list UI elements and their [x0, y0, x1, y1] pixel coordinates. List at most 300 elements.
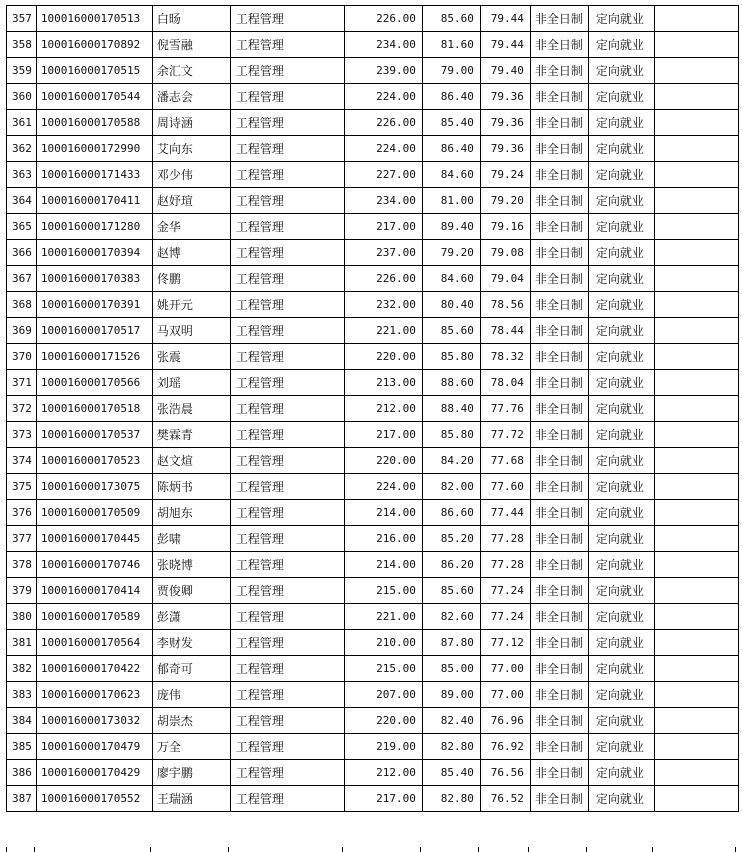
initial-score-cell: 215.00: [344, 578, 422, 604]
study-mode-cell: 非全日制: [530, 32, 588, 58]
name-cell: 万全: [152, 734, 230, 760]
study-mode-cell: 非全日制: [530, 526, 588, 552]
note-cell: [654, 136, 738, 162]
major-cell: 工程管理: [230, 422, 344, 448]
study-mode-cell: 非全日制: [530, 552, 588, 578]
major-cell: 工程管理: [230, 188, 344, 214]
study-mode-cell: 非全日制: [530, 318, 588, 344]
seq-cell: 374: [7, 448, 37, 474]
note-cell: [654, 708, 738, 734]
name-cell: 陈炳书: [152, 474, 230, 500]
retest-score-cell: 82.80: [422, 786, 480, 812]
final-score-cell: 77.24: [480, 578, 530, 604]
name-cell: 彭潇: [152, 604, 230, 630]
study-mode-cell: 非全日制: [530, 266, 588, 292]
retest-score-cell: 82.40: [422, 708, 480, 734]
table-row: [7, 760, 739, 786]
final-score-cell: 77.28: [480, 526, 530, 552]
final-score-cell: 78.32: [480, 344, 530, 370]
table-row: [7, 32, 739, 58]
retest-score-cell: 81.00: [422, 188, 480, 214]
exam-id-cell: 100016000171280: [36, 214, 152, 240]
retest-score-cell: 80.40: [422, 292, 480, 318]
seq-cell: 363: [7, 162, 37, 188]
table-row: [7, 136, 739, 162]
name-cell: 马双明: [152, 318, 230, 344]
retest-score-cell: 85.60: [422, 6, 480, 32]
plan-type-cell: 定向就业: [588, 188, 654, 214]
final-score-cell: 77.68: [480, 448, 530, 474]
note-cell: [654, 682, 738, 708]
study-mode-cell: 非全日制: [530, 6, 588, 32]
exam-id-cell: 100016000170588: [36, 110, 152, 136]
plan-type-cell: 定向就业: [588, 292, 654, 318]
initial-score-cell: 220.00: [344, 448, 422, 474]
table-row: [7, 604, 739, 630]
initial-score-cell: 215.00: [344, 656, 422, 682]
table-row: [7, 656, 739, 682]
initial-score-cell: 234.00: [344, 32, 422, 58]
note-cell: [654, 500, 738, 526]
final-score-cell: 77.28: [480, 552, 530, 578]
exam-id-cell: 100016000170391: [36, 292, 152, 318]
note-cell: [654, 448, 738, 474]
table-row: [7, 240, 739, 266]
seq-cell: 362: [7, 136, 37, 162]
exam-id-cell: 100016000173032: [36, 708, 152, 734]
seq-cell: 383: [7, 682, 37, 708]
table-row: [7, 188, 739, 214]
name-cell: 胡旭东: [152, 500, 230, 526]
major-cell: 工程管理: [230, 604, 344, 630]
initial-score-cell: 226.00: [344, 6, 422, 32]
final-score-cell: 78.56: [480, 292, 530, 318]
admission-table: [6, 5, 739, 812]
final-score-cell: 77.72: [480, 422, 530, 448]
seq-cell: 372: [7, 396, 37, 422]
major-cell: 工程管理: [230, 500, 344, 526]
initial-score-cell: 221.00: [344, 318, 422, 344]
plan-type-cell: 定向就业: [588, 656, 654, 682]
exam-id-cell: 100016000170523: [36, 448, 152, 474]
study-mode-cell: 非全日制: [530, 136, 588, 162]
major-cell: 工程管理: [230, 370, 344, 396]
table-row: [7, 214, 739, 240]
table-row: [7, 370, 739, 396]
final-score-cell: 77.00: [480, 682, 530, 708]
note-cell: [654, 630, 738, 656]
major-cell: 工程管理: [230, 630, 344, 656]
seq-cell: 357: [7, 6, 37, 32]
note-cell: [654, 32, 738, 58]
exam-id-cell: 100016000170623: [36, 682, 152, 708]
initial-score-cell: 217.00: [344, 786, 422, 812]
seq-cell: 381: [7, 630, 37, 656]
note-cell: [654, 84, 738, 110]
final-score-cell: 78.04: [480, 370, 530, 396]
plan-type-cell: 定向就业: [588, 266, 654, 292]
seq-cell: 368: [7, 292, 37, 318]
initial-score-cell: 207.00: [344, 682, 422, 708]
retest-score-cell: 82.00: [422, 474, 480, 500]
note-cell: [654, 734, 738, 760]
final-score-cell: 76.52: [480, 786, 530, 812]
study-mode-cell: 非全日制: [530, 578, 588, 604]
final-score-cell: 79.36: [480, 84, 530, 110]
final-score-cell: 77.12: [480, 630, 530, 656]
seq-cell: 382: [7, 656, 37, 682]
name-cell: 白旸: [152, 6, 230, 32]
seq-cell: 375: [7, 474, 37, 500]
major-cell: 工程管理: [230, 110, 344, 136]
major-cell: 工程管理: [230, 318, 344, 344]
retest-score-cell: 85.00: [422, 656, 480, 682]
plan-type-cell: 定向就业: [588, 32, 654, 58]
note-cell: [654, 552, 738, 578]
name-cell: 周诗涵: [152, 110, 230, 136]
final-score-cell: 77.60: [480, 474, 530, 500]
initial-score-cell: 213.00: [344, 370, 422, 396]
study-mode-cell: 非全日制: [530, 344, 588, 370]
note-cell: [654, 370, 738, 396]
exam-id-cell: 100016000170445: [36, 526, 152, 552]
exam-id-cell: 100016000170537: [36, 422, 152, 448]
table-row: [7, 682, 739, 708]
table-row: [7, 500, 739, 526]
initial-score-cell: 217.00: [344, 422, 422, 448]
note-cell: [654, 786, 738, 812]
exam-id-cell: 100016000171526: [36, 344, 152, 370]
table-row: [7, 448, 739, 474]
initial-score-cell: 224.00: [344, 136, 422, 162]
plan-type-cell: 定向就业: [588, 708, 654, 734]
retest-score-cell: 81.60: [422, 32, 480, 58]
exam-id-cell: 100016000171433: [36, 162, 152, 188]
seq-cell: 359: [7, 58, 37, 84]
retest-score-cell: 79.20: [422, 240, 480, 266]
note-cell: [654, 58, 738, 84]
plan-type-cell: 定向就业: [588, 552, 654, 578]
retest-score-cell: 82.60: [422, 604, 480, 630]
study-mode-cell: 非全日制: [530, 500, 588, 526]
exam-id-cell: 100016000172990: [36, 136, 152, 162]
initial-score-cell: 210.00: [344, 630, 422, 656]
seq-cell: 373: [7, 422, 37, 448]
retest-score-cell: 79.00: [422, 58, 480, 84]
note-cell: [654, 6, 738, 32]
table-row: [7, 552, 739, 578]
table-row: [7, 708, 739, 734]
plan-type-cell: 定向就业: [588, 500, 654, 526]
note-cell: [654, 474, 738, 500]
name-cell: 彭啸: [152, 526, 230, 552]
major-cell: 工程管理: [230, 656, 344, 682]
final-score-cell: 76.56: [480, 760, 530, 786]
final-score-cell: 76.96: [480, 708, 530, 734]
study-mode-cell: 非全日制: [530, 396, 588, 422]
plan-type-cell: 定向就业: [588, 214, 654, 240]
note-cell: [654, 266, 738, 292]
plan-type-cell: 定向就业: [588, 682, 654, 708]
final-score-cell: 79.40: [480, 58, 530, 84]
major-cell: 工程管理: [230, 344, 344, 370]
exam-id-cell: 100016000170414: [36, 578, 152, 604]
final-score-cell: 79.36: [480, 136, 530, 162]
plan-type-cell: 定向就业: [588, 396, 654, 422]
note-cell: [654, 760, 738, 786]
name-cell: 潘志会: [152, 84, 230, 110]
retest-score-cell: 89.40: [422, 214, 480, 240]
study-mode-cell: 非全日制: [530, 734, 588, 760]
exam-id-cell: 100016000170518: [36, 396, 152, 422]
plan-type-cell: 定向就业: [588, 630, 654, 656]
exam-id-cell: 100016000170892: [36, 32, 152, 58]
study-mode-cell: 非全日制: [530, 708, 588, 734]
plan-type-cell: 定向就业: [588, 370, 654, 396]
major-cell: 工程管理: [230, 474, 344, 500]
table-row: [7, 84, 739, 110]
initial-score-cell: 237.00: [344, 240, 422, 266]
initial-score-cell: 212.00: [344, 396, 422, 422]
exam-id-cell: 100016000170552: [36, 786, 152, 812]
plan-type-cell: 定向就业: [588, 58, 654, 84]
plan-type-cell: 定向就业: [588, 448, 654, 474]
initial-score-cell: 220.00: [344, 708, 422, 734]
note-cell: [654, 344, 738, 370]
study-mode-cell: 非全日制: [530, 162, 588, 188]
initial-score-cell: 226.00: [344, 266, 422, 292]
exam-id-cell: 100016000170509: [36, 500, 152, 526]
study-mode-cell: 非全日制: [530, 656, 588, 682]
seq-cell: 369: [7, 318, 37, 344]
major-cell: 工程管理: [230, 84, 344, 110]
final-score-cell: 78.44: [480, 318, 530, 344]
exam-id-cell: 100016000173075: [36, 474, 152, 500]
major-cell: 工程管理: [230, 682, 344, 708]
seq-cell: 377: [7, 526, 37, 552]
exam-id-cell: 100016000170517: [36, 318, 152, 344]
major-cell: 工程管理: [230, 708, 344, 734]
plan-type-cell: 定向就业: [588, 786, 654, 812]
retest-score-cell: 85.20: [422, 526, 480, 552]
plan-type-cell: 定向就业: [588, 110, 654, 136]
exam-id-cell: 100016000170589: [36, 604, 152, 630]
table-row: [7, 578, 739, 604]
final-score-cell: 79.20: [480, 188, 530, 214]
exam-id-cell: 100016000170479: [36, 734, 152, 760]
name-cell: 李财发: [152, 630, 230, 656]
final-score-cell: 79.44: [480, 32, 530, 58]
retest-score-cell: 85.40: [422, 760, 480, 786]
study-mode-cell: 非全日制: [530, 188, 588, 214]
name-cell: 倪雪融: [152, 32, 230, 58]
name-cell: 余汇文: [152, 58, 230, 84]
note-cell: [654, 396, 738, 422]
note-cell: [654, 422, 738, 448]
seq-cell: 380: [7, 604, 37, 630]
table-row: [7, 396, 739, 422]
seq-cell: 366: [7, 240, 37, 266]
major-cell: 工程管理: [230, 162, 344, 188]
table-row: [7, 474, 739, 500]
table-row: [7, 422, 739, 448]
name-cell: 张震: [152, 344, 230, 370]
final-score-cell: 77.44: [480, 500, 530, 526]
plan-type-cell: 定向就业: [588, 422, 654, 448]
note-cell: [654, 214, 738, 240]
retest-score-cell: 85.80: [422, 344, 480, 370]
initial-score-cell: 226.00: [344, 110, 422, 136]
table-row: [7, 344, 739, 370]
table-row: [7, 162, 739, 188]
retest-score-cell: 85.60: [422, 578, 480, 604]
exam-id-cell: 100016000170566: [36, 370, 152, 396]
plan-type-cell: 定向就业: [588, 6, 654, 32]
initial-score-cell: 214.00: [344, 552, 422, 578]
final-score-cell: 77.00: [480, 656, 530, 682]
initial-score-cell: 212.00: [344, 760, 422, 786]
study-mode-cell: 非全日制: [530, 84, 588, 110]
table-row: [7, 734, 739, 760]
note-cell: [654, 292, 738, 318]
seq-cell: 361: [7, 110, 37, 136]
seq-cell: 358: [7, 32, 37, 58]
study-mode-cell: 非全日制: [530, 58, 588, 84]
table-row: [7, 318, 739, 344]
exam-id-cell: 100016000170394: [36, 240, 152, 266]
retest-score-cell: 86.60: [422, 500, 480, 526]
plan-type-cell: 定向就业: [588, 526, 654, 552]
exam-id-cell: 100016000170411: [36, 188, 152, 214]
note-cell: [654, 604, 738, 630]
major-cell: 工程管理: [230, 266, 344, 292]
initial-score-cell: 224.00: [344, 474, 422, 500]
table-continuation: [6, 847, 736, 852]
table-row: [7, 292, 739, 318]
table-body: [7, 6, 739, 812]
name-cell: 贾俊卿: [152, 578, 230, 604]
note-cell: [654, 188, 738, 214]
exam-id-cell: 100016000170746: [36, 552, 152, 578]
final-score-cell: 79.16: [480, 214, 530, 240]
name-cell: 赵妤瑄: [152, 188, 230, 214]
study-mode-cell: 非全日制: [530, 786, 588, 812]
seq-cell: 376: [7, 500, 37, 526]
retest-score-cell: 85.80: [422, 422, 480, 448]
major-cell: 工程管理: [230, 292, 344, 318]
exam-id-cell: 100016000170515: [36, 58, 152, 84]
plan-type-cell: 定向就业: [588, 318, 654, 344]
name-cell: 艾向东: [152, 136, 230, 162]
retest-score-cell: 88.40: [422, 396, 480, 422]
initial-score-cell: 227.00: [344, 162, 422, 188]
final-score-cell: 77.76: [480, 396, 530, 422]
exam-id-cell: 100016000170513: [36, 6, 152, 32]
final-score-cell: 77.24: [480, 604, 530, 630]
final-score-cell: 79.44: [480, 6, 530, 32]
seq-cell: 370: [7, 344, 37, 370]
plan-type-cell: 定向就业: [588, 578, 654, 604]
major-cell: 工程管理: [230, 240, 344, 266]
name-cell: 赵博: [152, 240, 230, 266]
plan-type-cell: 定向就业: [588, 474, 654, 500]
name-cell: 郁奇可: [152, 656, 230, 682]
exam-id-cell: 100016000170383: [36, 266, 152, 292]
name-cell: 赵文煊: [152, 448, 230, 474]
retest-score-cell: 86.20: [422, 552, 480, 578]
major-cell: 工程管理: [230, 578, 344, 604]
seq-cell: 385: [7, 734, 37, 760]
major-cell: 工程管理: [230, 786, 344, 812]
note-cell: [654, 578, 738, 604]
plan-type-cell: 定向就业: [588, 734, 654, 760]
study-mode-cell: 非全日制: [530, 682, 588, 708]
name-cell: 金华: [152, 214, 230, 240]
name-cell: 胡崇杰: [152, 708, 230, 734]
major-cell: 工程管理: [230, 396, 344, 422]
table-row: [7, 630, 739, 656]
name-cell: 姚开元: [152, 292, 230, 318]
study-mode-cell: 非全日制: [530, 760, 588, 786]
study-mode-cell: 非全日制: [530, 474, 588, 500]
retest-score-cell: 88.60: [422, 370, 480, 396]
initial-score-cell: 234.00: [344, 188, 422, 214]
exam-id-cell: 100016000170564: [36, 630, 152, 656]
major-cell: 工程管理: [230, 58, 344, 84]
study-mode-cell: 非全日制: [530, 370, 588, 396]
initial-score-cell: 224.00: [344, 84, 422, 110]
seq-cell: 386: [7, 760, 37, 786]
seq-cell: 364: [7, 188, 37, 214]
seq-cell: 371: [7, 370, 37, 396]
study-mode-cell: 非全日制: [530, 214, 588, 240]
exam-id-cell: 100016000170544: [36, 84, 152, 110]
final-score-cell: 79.24: [480, 162, 530, 188]
name-cell: 佟鹏: [152, 266, 230, 292]
table-row: [7, 6, 739, 32]
name-cell: 刘瑶: [152, 370, 230, 396]
seq-cell: 360: [7, 84, 37, 110]
final-score-cell: 79.08: [480, 240, 530, 266]
retest-score-cell: 84.60: [422, 266, 480, 292]
study-mode-cell: 非全日制: [530, 110, 588, 136]
retest-score-cell: 84.20: [422, 448, 480, 474]
note-cell: [654, 656, 738, 682]
table-row: [7, 526, 739, 552]
table-row: [7, 58, 739, 84]
note-cell: [654, 240, 738, 266]
major-cell: 工程管理: [230, 526, 344, 552]
name-cell: 庞伟: [152, 682, 230, 708]
initial-score-cell: 217.00: [344, 214, 422, 240]
seq-cell: 365: [7, 214, 37, 240]
name-cell: 樊霖青: [152, 422, 230, 448]
exam-id-cell: 100016000170422: [36, 656, 152, 682]
initial-score-cell: 220.00: [344, 344, 422, 370]
major-cell: 工程管理: [230, 32, 344, 58]
plan-type-cell: 定向就业: [588, 604, 654, 630]
seq-cell: 384: [7, 708, 37, 734]
study-mode-cell: 非全日制: [530, 630, 588, 656]
table-row: [7, 786, 739, 812]
study-mode-cell: 非全日制: [530, 240, 588, 266]
note-cell: [654, 110, 738, 136]
initial-score-cell: 221.00: [344, 604, 422, 630]
note-cell: [654, 318, 738, 344]
name-cell: 张浩晨: [152, 396, 230, 422]
major-cell: 工程管理: [230, 448, 344, 474]
retest-score-cell: 82.80: [422, 734, 480, 760]
